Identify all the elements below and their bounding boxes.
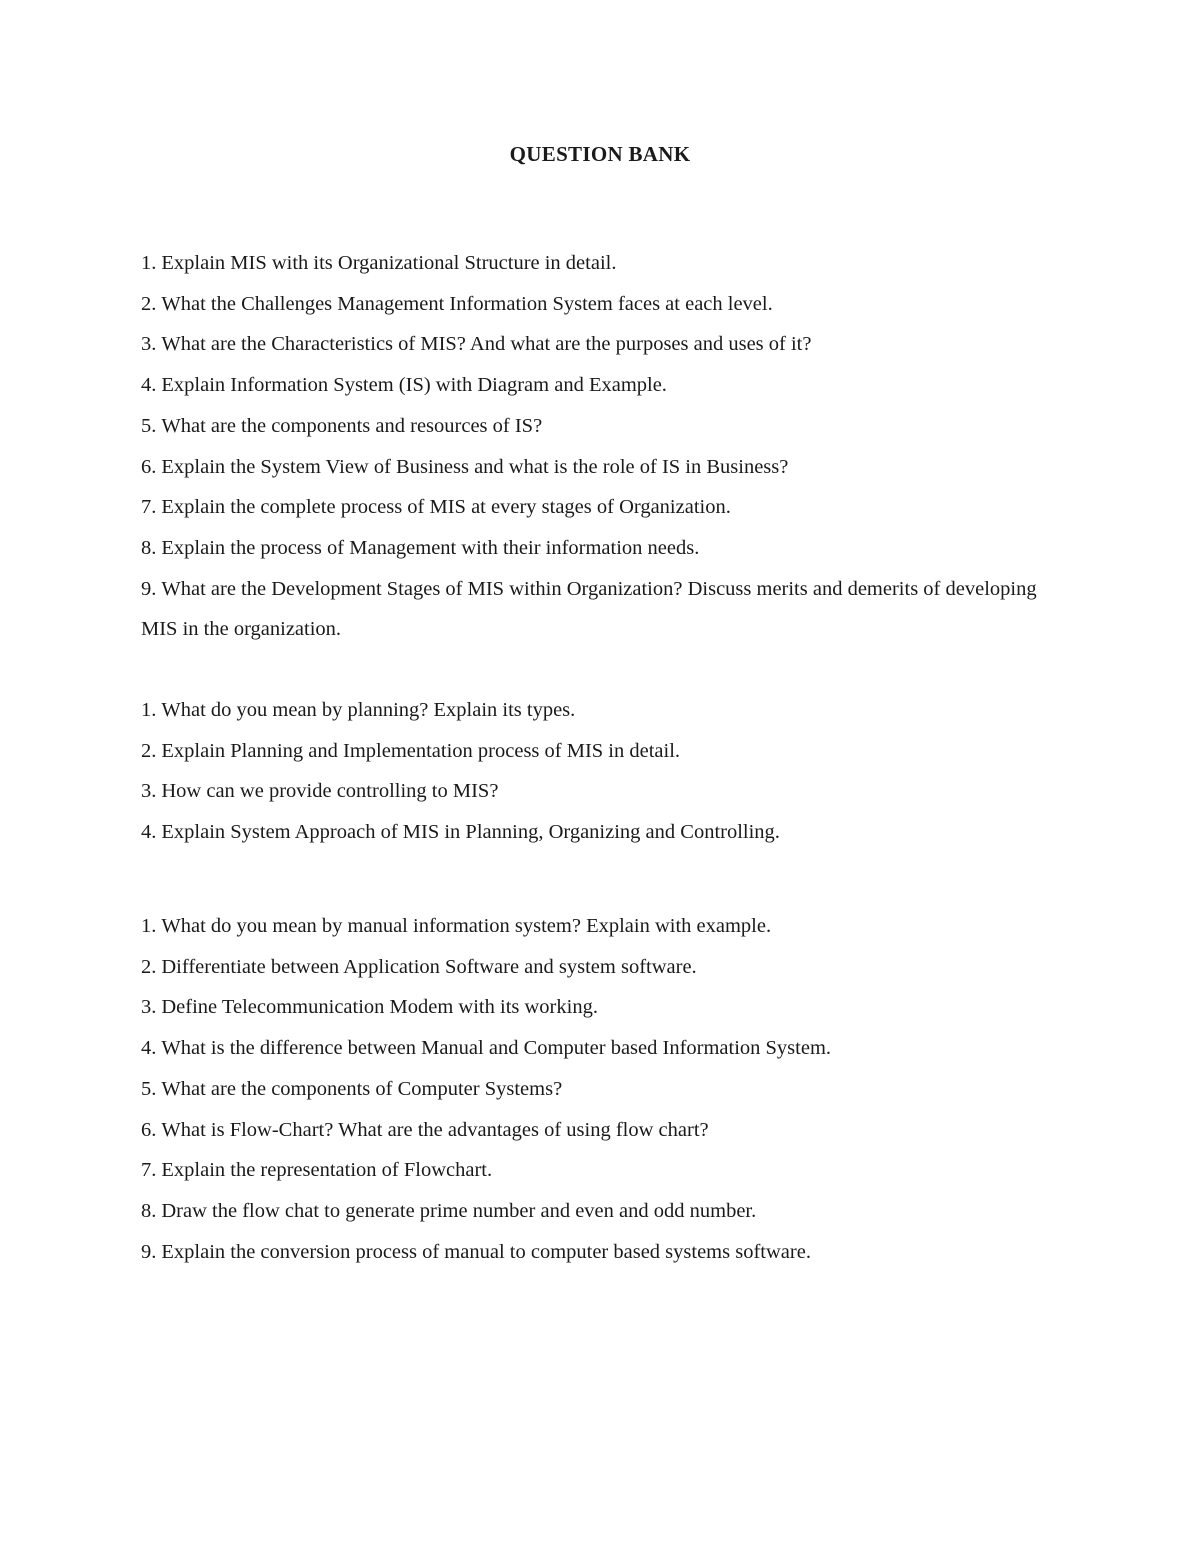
question-text: How can we provide controlling to MIS? <box>161 780 499 803</box>
question-item <box>141 365 1061 406</box>
question-number: 5. <box>141 414 157 437</box>
question-text: Explain the process of Management with their information needs. <box>161 536 700 559</box>
question-number: 8. <box>141 536 157 559</box>
question-text: What are the Characteristics of MIS? And what are the purposes and uses of it? <box>161 333 812 356</box>
question-text: Explain System Approach of MIS in Planning, Organizing and Controlling. <box>161 821 780 844</box>
question-item <box>141 771 1061 812</box>
question-item <box>141 324 1061 365</box>
question-number: 9. <box>141 1240 157 1263</box>
question-text: What the Challenges Management Information System faces at each level. <box>161 292 773 315</box>
question-number: 9. <box>141 577 157 600</box>
question-text: Explain the System View of Business and what is the role of IS in Business? <box>161 455 789 478</box>
question-item <box>141 1069 1061 1110</box>
question-item <box>141 284 1061 325</box>
question-number: 6. <box>141 455 157 478</box>
question-text: Explain the conversion process of manual to computer based systems software. <box>161 1240 811 1263</box>
question-text: What are the components of Computer Systems? <box>161 1077 563 1100</box>
question-item <box>141 987 1061 1028</box>
question-item <box>141 243 1061 284</box>
question-item <box>141 812 1061 853</box>
question-text: What are the Development Stages of MIS within Organization? Discuss merits and demerits of developing MIS in the organization. <box>141 577 1037 641</box>
question-item <box>141 569 1061 650</box>
question-text: What do you mean by planning? Explain its types. <box>161 699 576 721</box>
question-item <box>141 690 1061 731</box>
question-number: 4. <box>141 821 157 844</box>
question-number: 3. <box>141 780 157 803</box>
question-item <box>141 1232 1061 1273</box>
question-number: 3. <box>141 996 157 1019</box>
question-number: 4. <box>141 1037 157 1060</box>
question-text: Explain Planning and Implementation process of MIS in detail. <box>161 739 681 762</box>
question-text: Draw the flow chat to generate prime number and even and odd number. <box>161 1199 757 1222</box>
question-number: 4. <box>141 374 157 397</box>
question-text: Explain the complete process of MIS at every stages of Organization. <box>161 496 731 519</box>
question-text: What is Flow-Chart? What are the advantages of using flow chart? <box>161 1118 709 1141</box>
question-text: Differentiate between Application Software and system software. <box>161 955 697 978</box>
question-text: What is the difference between Manual and Computer based Information System. <box>161 1037 832 1060</box>
question-item <box>141 447 1061 488</box>
question-item <box>141 1110 1061 1151</box>
question-number: 3. <box>141 333 157 356</box>
question-item <box>141 406 1061 447</box>
question-number: 2. <box>141 739 157 762</box>
question-number: 8. <box>141 1199 157 1222</box>
question-section-3 <box>141 906 1061 1272</box>
question-number: 1. <box>141 915 157 937</box>
question-item <box>141 906 1061 947</box>
page-title: QUESTION BANK <box>509 142 691 166</box>
question-item <box>141 528 1061 569</box>
question-item <box>141 947 1061 988</box>
question-number: 7. <box>141 1159 157 1182</box>
question-text: Explain MIS with its Organizational Structure in detail. <box>161 252 617 274</box>
question-number: 5. <box>141 1077 157 1100</box>
question-item <box>141 1028 1061 1069</box>
question-text: What do you mean by manual information system? Explain with example. <box>161 915 772 937</box>
question-text: Explain Information System (IS) with Diagram and Example. <box>161 374 667 397</box>
question-item <box>141 1191 1061 1232</box>
question-number: 1. <box>141 252 157 274</box>
question-number: 2. <box>141 955 157 978</box>
question-item <box>141 731 1061 772</box>
question-number: 1. <box>141 699 157 721</box>
question-section-1 <box>141 243 1061 650</box>
question-item <box>141 1150 1061 1191</box>
question-text: Explain the representation of Flowchart. <box>161 1159 493 1182</box>
question-number: 6. <box>141 1118 157 1141</box>
question-text: What are the components and resources of IS? <box>161 414 543 437</box>
question-number: 2. <box>141 292 157 315</box>
question-number: 7. <box>141 496 157 519</box>
question-item <box>141 487 1061 528</box>
question-section-2 <box>141 690 1061 853</box>
question-text: Define Telecommunication Modem with its working. <box>161 996 598 1019</box>
